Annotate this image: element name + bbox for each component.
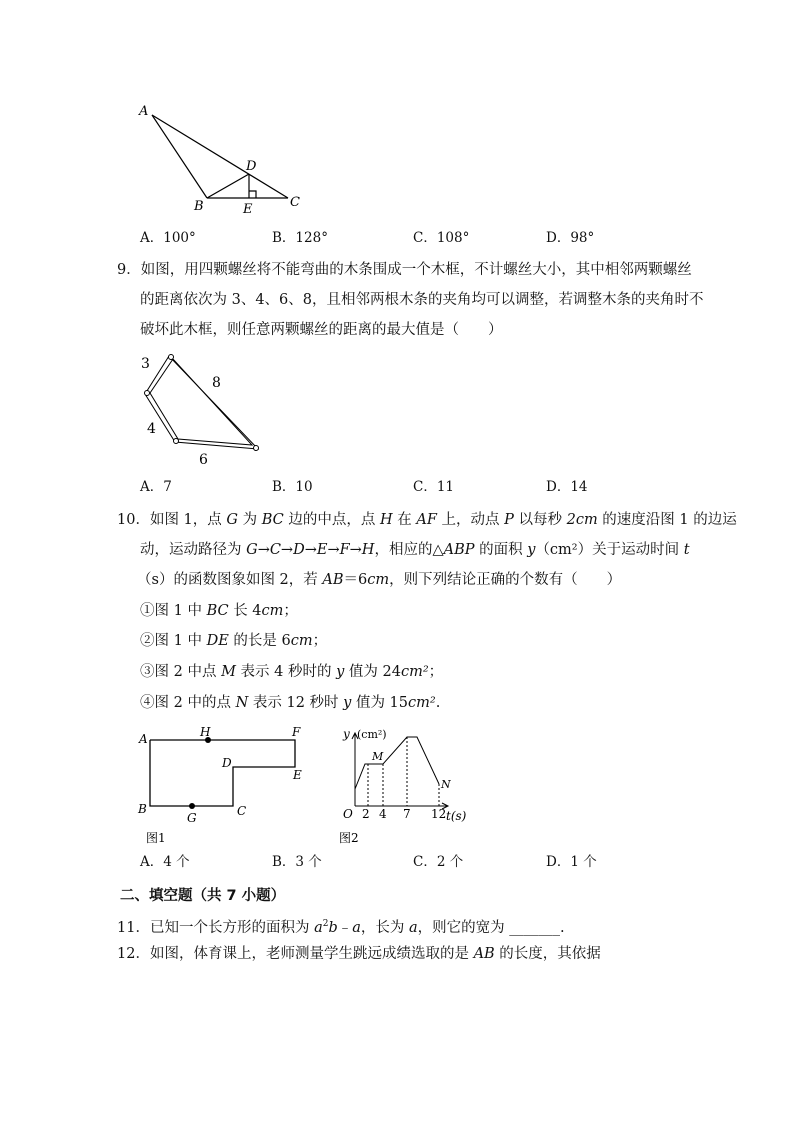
q11-text-b: ，长为 [360,919,410,936]
q10-l3-b: ＝6 [343,572,368,588]
q10-fig2-t-axis: t(s) [446,809,467,823]
q10-fig1-point-G [189,803,195,809]
q10-fig2-tick-7: 7 [403,807,411,821]
q10-s4-N: N [235,695,249,711]
q10-fig2-tick-12: 12 [431,807,447,821]
q10-fig1-G: G [187,811,197,825]
q10-l2-t: t [683,542,690,558]
q10-l2-ABP: ABP [443,542,475,558]
q10-s1-c: ； [283,603,298,619]
q10-s1-cm: cm [261,603,284,619]
q10-fig1-H: H [200,725,211,739]
q9-side-8: 8 [212,375,221,391]
q10-s1-b: 长 4 [228,603,262,619]
q10-s2-c: ； [312,633,328,649]
q9-option-c: C．11 [413,479,455,495]
q8-label-A: A [139,104,149,119]
q10-l2-path: G→C→D→E→F→H [246,542,375,558]
q10-s2-cm: cm [290,633,313,649]
q10-s4-cm: cm² [408,695,436,711]
q8-label-D: D [246,159,257,174]
q9-line-3: 破坏此木框，则任意两颗螺丝的距离的最大值是（ ） [140,322,503,338]
q11-text-a: 11．已知一个长方形的面积为 [117,919,315,936]
q10-fig2-M: M [372,750,384,763]
q10-line-3 [137,570,621,590]
q10-l1-2cm: 2cm [566,512,598,528]
q10-l1-AF: AF [416,512,437,528]
q9-side-4: 4 [147,421,156,437]
q10-figure-1 [130,722,315,850]
q10-l1-BC: BC [261,512,284,528]
q10-l3-AB: AB [322,572,344,588]
q9-line-1: 9．如图，用四颗螺丝将不能弯曲的木条围成一个木框，不计螺丝大小，其中相邻两颗螺丝 [117,262,692,278]
q10-line-1 [117,510,737,530]
q10-fig2-y: y [343,727,350,741]
q11-line [117,914,565,938]
q10-option-a: A．4 个 [140,854,190,870]
q10-l2-c: 的面积 [474,542,528,558]
q10-s4-y: y [343,695,352,711]
q11-answer-blank[interactable]: _______ [509,919,561,936]
q10-fig1-A: A [139,732,148,746]
q10-fig2-tick-4: 4 [379,807,387,821]
q10-fig1-D: D [222,756,232,770]
q10-s3-b: 表示 4 秒时的 [235,664,337,680]
q12-text-b: 的长度，其依据 [494,946,601,962]
q10-l3-a: （s）的函数图象如图 2，若 [137,572,323,588]
q10-s1-a: ①图 1 中 [140,603,207,619]
q10-fig1-caption: 图1 [146,831,166,845]
q10-figure-2 [335,722,480,850]
q11-expr-sup: 2 [322,919,329,929]
q10-s3-M: M [221,664,236,680]
q10-fig2-tick-2: 2 [362,807,370,821]
q11-expr-d: a [352,919,361,936]
q10-s3-y: y [336,664,345,680]
q8-option-d: D．98° [546,230,595,246]
q10-option-c: C．2 个 [413,854,464,870]
q10-l2-a: 动，运动路径为 [140,542,247,558]
q10-l3-c: ，则下列结论正确的个数有（ ） [389,572,622,588]
section-title-fill-blank: 二、填空题（共 7 小题） [120,888,286,904]
q8-label-E: E [243,202,253,217]
q11-expr-a: a [314,919,323,936]
q9-side-3: 3 [141,356,150,372]
q10-statement-4 [140,693,440,713]
q10-l1-g: 的速度沿图 1 的边运 [597,512,737,528]
q10-l1-H: H [379,512,393,528]
q10-l1-G: G [226,512,238,528]
q10-s3-a: ③图 2 中点 [140,664,222,680]
q10-option-d: D．1 个 [546,854,597,870]
q11-expr-c: ﹣ [337,919,353,936]
q10-statement-2 [140,631,327,651]
q12-AB: AB [473,946,495,962]
q10-s1-BC: BC [206,603,229,619]
q9-wood-frame-figure [130,345,280,470]
q10-l1-b: 为 [238,512,262,528]
q10-s2-b: 的长是 6 [228,633,291,649]
q10-line-2 [140,540,690,560]
q10-l1-d: 在 [392,512,417,528]
q11-text-d: . [560,919,565,936]
q10-l3-cm: cm [367,572,390,588]
q8-triangle-figure [130,95,310,220]
q11-text-c: ，则它的宽为 [417,919,510,936]
q10-s2-a: ②图 1 中 [140,633,207,649]
q10-l1-f: 以每秒 [513,512,567,528]
q10-fig2-caption: 图2 [339,831,359,845]
q9-line-2: 的距离依次为 3、4、6、8，且相邻两根木条的夹角均可以调整，若调整木条的夹角时不 [140,292,704,308]
q10-fig1-B: B [138,802,147,816]
q10-l2-y: y [527,542,536,558]
q10-s3-cm: cm² [400,664,429,680]
q10-fig1-F: F [292,725,301,739]
q10-l2-d: （cm²）关于运动时间 [535,542,684,558]
q8-option-b: B．128° [272,230,328,246]
q10-s4-b: 表示 12 秒时 [248,695,344,711]
q10-l1-e: 上，动点 [436,512,505,528]
q8-label-B: B [194,199,204,214]
q10-s4-a: ④图 2 中的点 [140,695,236,711]
q10-s2-DE: DE [206,633,229,649]
q10-s4-d: . [435,695,441,711]
q9-option-d: D．14 [546,479,588,495]
q10-fig2-unit: (cm²) [357,728,387,741]
q8-option-c: C．108° [413,230,470,246]
q10-l2-b: ，相应的△ [374,542,444,558]
q10-fig2-O: O [343,807,353,821]
q10-l1-P: P [504,512,514,528]
q9-option-a: A．7 [140,479,172,495]
q12-line [117,944,601,964]
q10-s3-d: ； [428,664,444,680]
q11-len: a [409,919,418,936]
q10-l1-a: 10．如图 1，点 [117,512,227,528]
q10-statement-3 [140,662,443,682]
q10-s3-c: 值为 24 [344,664,401,680]
q8-option-a: A．100° [140,230,196,246]
q11-expr-b: b [328,919,338,936]
q10-statement-1 [140,601,298,621]
q10-l1-c: 边的中点，点 [283,512,380,528]
q10-option-b: B．3 个 [272,854,322,870]
q8-label-C: C [290,195,300,210]
q9-option-b: B．10 [272,479,313,495]
q10-fig1-E: E [293,768,302,782]
q12-text-a: 12．如图，体育课上，老师测量学生跳远成绩选取的是 [117,946,474,962]
q10-s4-c: 值为 15 [351,695,409,711]
q9-side-6: 6 [199,452,208,468]
q10-fig1-C: C [237,804,247,818]
q10-fig2-N: N [441,778,451,791]
